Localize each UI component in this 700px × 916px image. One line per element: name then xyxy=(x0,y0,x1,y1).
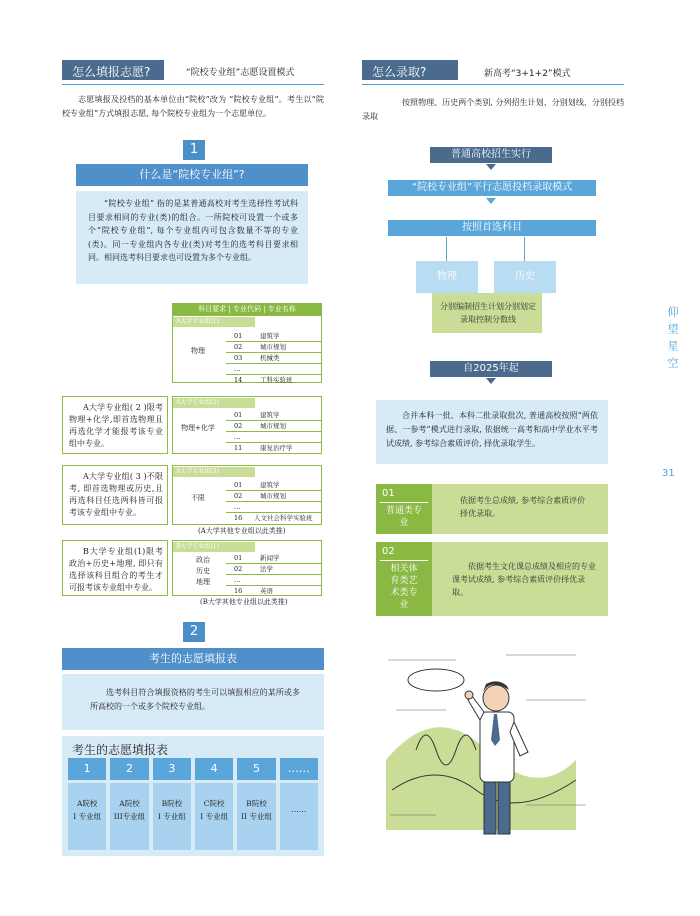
flow-arrow xyxy=(486,198,496,204)
group3-subject: 不限 xyxy=(191,494,205,502)
section2-text: 选考科目符合填报资格的考生可以填报相应的某所或多所高校的一个或多个院校专业组。 xyxy=(90,688,300,711)
form-column[interactable]: 5 B院校 II 专业组 xyxy=(237,758,275,850)
branch-physics: 物理 xyxy=(416,261,478,293)
left-header-line xyxy=(62,84,324,85)
group3-table xyxy=(226,480,322,524)
section2-title: 考生的志愿填报表 xyxy=(62,648,324,670)
table-header: 科目要求 | 专业代码 | 专业名称 xyxy=(172,303,322,315)
table-row: 16 英语 xyxy=(234,587,273,595)
flow-step-3: 按照首选科目 xyxy=(388,220,596,236)
since-box xyxy=(376,400,608,464)
since-2025: 自2025年起 xyxy=(430,361,552,377)
desc2-box xyxy=(62,396,168,454)
card1-text: 依据考生总成绩, 参考综合素质评价择优录取。 xyxy=(460,496,586,518)
branch-history: 历史 xyxy=(494,261,556,293)
table-row: 02 城市规划 xyxy=(226,421,322,432)
section2-number: 2 xyxy=(183,622,205,642)
table-row: … xyxy=(226,575,322,586)
left-intro: 志愿填报及投档的基本单位由“院校”改为 “院校专业组”。考生以“院校专业组”方式填报志愿, 每个院校专业组为一个志愿单位。 xyxy=(62,95,324,118)
section2-box xyxy=(62,674,324,730)
group2-table xyxy=(226,410,322,454)
card1-number: 01 xyxy=(382,488,395,499)
card1-label xyxy=(376,484,432,534)
card2-label xyxy=(376,542,432,616)
table-row: … xyxy=(226,432,322,443)
table-row: 01 建筑学 xyxy=(226,331,322,342)
form-column[interactable]: 1 A院校 I 专业组 xyxy=(68,758,106,850)
left-header-subtitle: “院校专业组”志愿设置模式 xyxy=(186,68,295,78)
section1-text: “院校专业组” 指的是某普通高校对考生选择性考试科目要求相同的专业(类)的组合。一所院校可设置一个或多个“院校专业组”, 每个专业组内可包含数量不等的专业(类)。同一专业组内各专业(类)对考生的选考科目要求相同。相同选考科目要求也可设置为多个专业组。 xyxy=(88,199,298,262)
right-header-line xyxy=(362,84,624,85)
group1-tag: A大学专业组(1) xyxy=(173,317,255,327)
desc3-text: A大学专业组( 3 )不限考, 即首选物理或历史,且再选科目任选两科皆可报考该专业组中专业。 xyxy=(69,472,163,517)
table-row: 03 机械类 xyxy=(226,353,322,364)
card2-text: 依据考生文化课总成绩及相应的专业课考试成绩, 参考综合素质评价择优录取。 xyxy=(452,562,596,597)
group1-subject: 物理 xyxy=(191,347,205,355)
card2-number: 02 xyxy=(382,546,395,557)
desc2-text: A大学专业组( 2 )限考物理+化学,即首选物理且再选化学才能报考该专业组中专业。 xyxy=(69,403,163,448)
flow-step-4: 分别编制招生计划分别划定录取控制分数线 xyxy=(440,302,536,324)
table-row: 11 康复治疗学 xyxy=(234,444,293,452)
right-intro: 按照物理、历史两个类别, 分列招生计划、分别划线、分别投档录取 xyxy=(362,98,624,121)
section1-title: 什么是“院校专业组”? xyxy=(76,164,308,186)
form-column[interactable]: 4 C院校 I 专业组 xyxy=(195,758,233,850)
flow-step-1: 普通高校招生实行 xyxy=(430,147,552,163)
section1-box xyxy=(76,191,308,284)
table-row: … xyxy=(226,502,322,513)
table-row: 01 建筑学 xyxy=(226,410,322,421)
right-header-tag: 怎么录取? xyxy=(362,60,458,80)
form-column[interactable]: 2 A院校 III专业组 xyxy=(110,758,148,850)
since-text: 合并本科一批、本科二批录取批次, 普通高校按照“两依据、一参考”模式进行录取, 依据统一高考和高中学业水平考试成绩, 参考综合素质评价, 择优录取学生。 xyxy=(386,411,598,448)
page-number: 31 xyxy=(662,468,675,479)
table-row: 02 城市规划 xyxy=(226,342,322,353)
table-row: 01 新闻学 xyxy=(226,553,322,564)
group3-tag: A大学专业组(3) xyxy=(173,467,255,477)
side-title: 仰望星空 xyxy=(666,306,679,374)
table-row: 01 建筑学 xyxy=(226,480,322,491)
flow-step-4-box xyxy=(432,293,542,333)
table-row: 16 人文社会科学实验班 xyxy=(234,514,313,522)
card1-title: 普通类专业 xyxy=(385,506,422,528)
section1-number: 1 xyxy=(183,140,205,160)
desc3-box xyxy=(62,465,168,525)
form-columns xyxy=(68,758,318,850)
form-title: 考生的志愿填报表 xyxy=(72,743,169,757)
group4-table xyxy=(226,553,322,597)
table-row: 02 法学 xyxy=(226,564,322,575)
form-column[interactable]: 3 B院校 I 专业组 xyxy=(153,758,191,850)
flow-connector-left xyxy=(446,237,447,261)
flow-step-2: “院校专业组”平行志愿投档录取模式 xyxy=(388,180,596,196)
group1-table xyxy=(226,331,322,386)
desc4-box xyxy=(62,540,168,596)
group4-subject: 政治 历史 地理 xyxy=(196,556,210,586)
scientist-illustration xyxy=(376,640,608,850)
table-row: 02 城市规划 xyxy=(226,491,322,502)
group2-tag: A大学专业组(2) xyxy=(173,398,255,408)
note-a: (A大学其他专业组以此类推) xyxy=(198,527,286,535)
card2-title: 相关体育类艺术类专业 xyxy=(390,564,418,610)
table-row: 14 工科实验班 xyxy=(234,376,293,384)
group4-tag: B大学专业组(1) xyxy=(173,542,255,552)
desc4-text: B大学专业组(1)限考政治+历史+地理, 即只有选择该科目组合的考生才可报考该专业组中专业。 xyxy=(69,547,163,592)
card2-body xyxy=(432,542,608,616)
group2-subject: 物理+化学 xyxy=(181,424,215,432)
left-header-tag: 怎么填报志愿? xyxy=(62,60,164,80)
form-column[interactable]: …… …… xyxy=(280,758,318,850)
table-row: … xyxy=(226,364,322,375)
note-b: (B大学其他专业组以此类推) xyxy=(200,598,288,606)
card1-body xyxy=(432,484,608,534)
right-header-subtitle: 新高考“3+1+2”模式 xyxy=(484,69,571,79)
flow-arrow xyxy=(486,164,496,170)
flow-connector-right xyxy=(524,237,525,261)
flow-arrow xyxy=(486,378,496,384)
